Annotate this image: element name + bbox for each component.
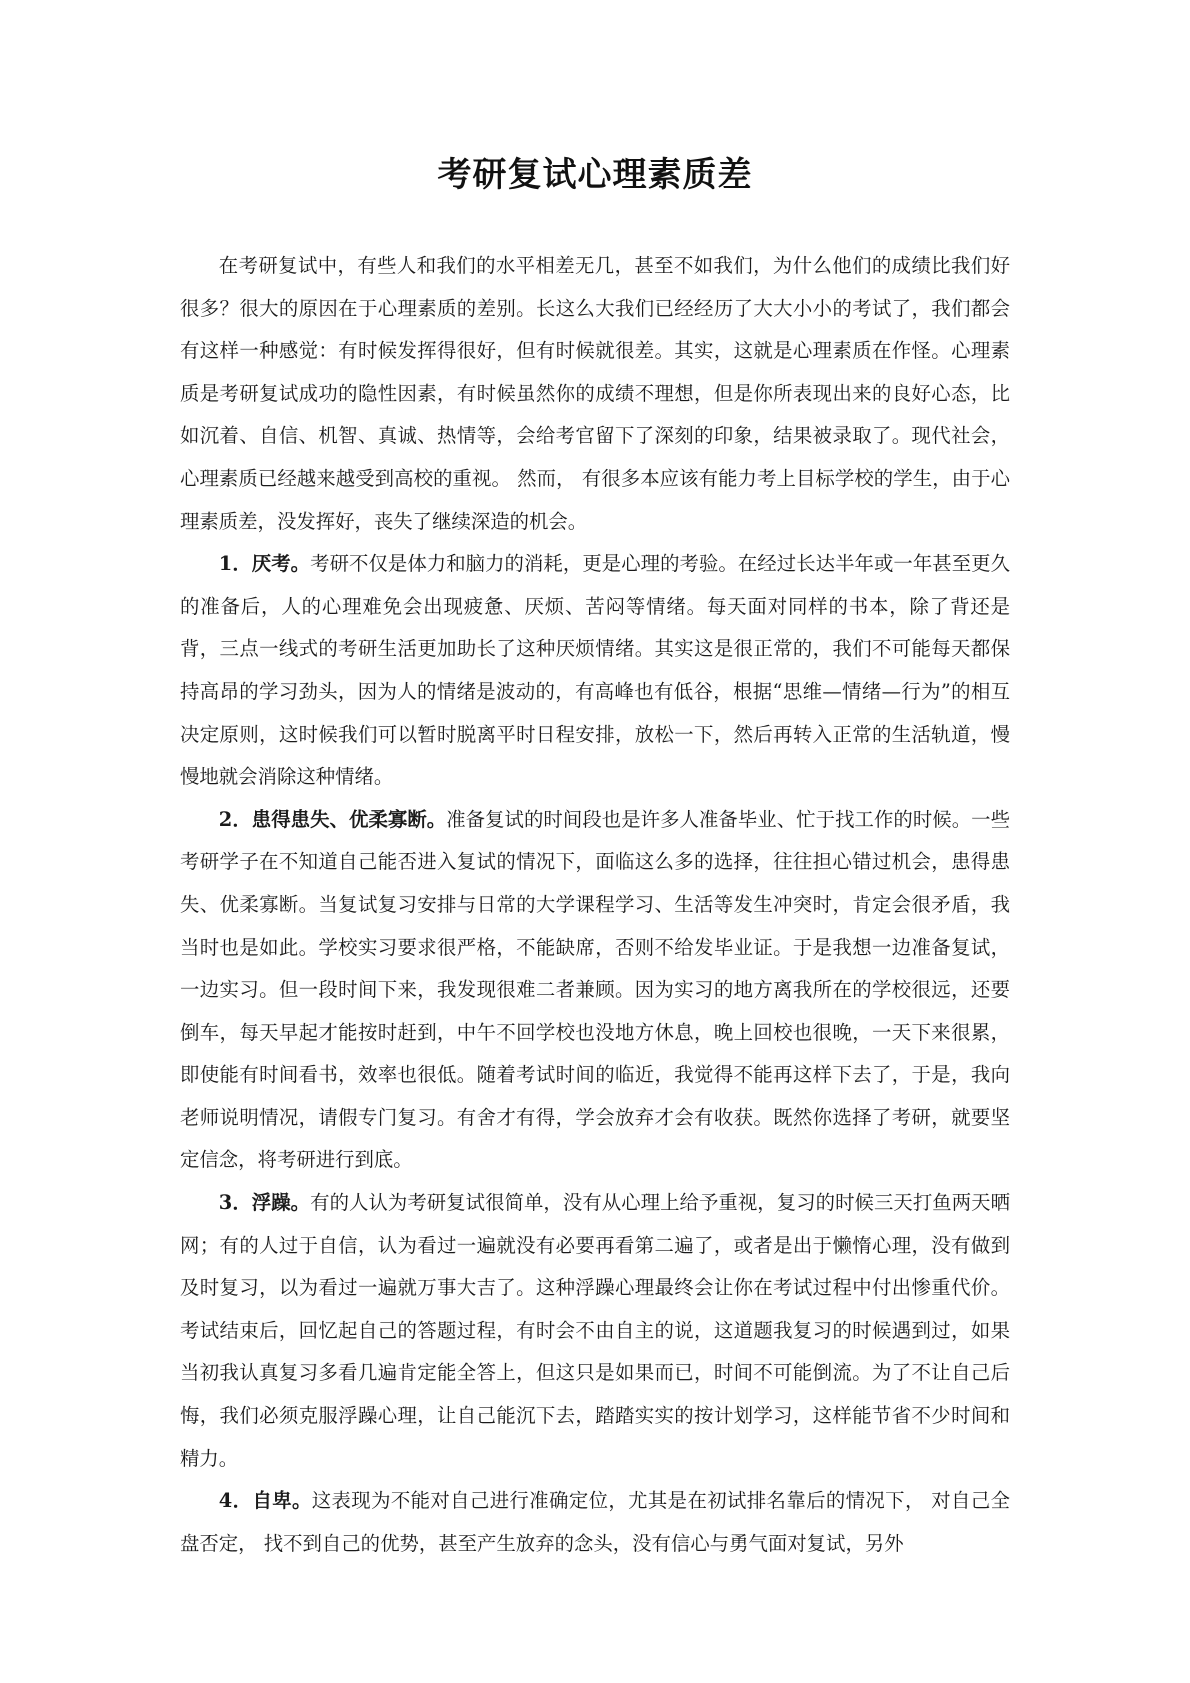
section-paragraph-1: [180, 543, 1010, 799]
section-heading-1: 1．厌考。: [218, 552, 311, 576]
intro-paragraph: 在考研复试中，有些人和我们的水平相差无几，甚至不如我们，为什么他们的成绩比我们好很多？很大的原因在于心理素质的差别。长这么大我们已经经历了大大小小的考试了，我们都会有这样一种感觉：有时候发挥得很好，但有时候就很差。其实，这就是心理素质在作怪。心理素质是考研复试成功的隐性因素，有时候虽然你的成绩不理想，但是你所表现出来的良好心态，比如沉着、自信、机智、真诚、热情等，会给考官留下了深刻的印象，结果被录取了。现代社会，心理素质已经越来越受到高校的重视。 然而， 有很多本应该有能力考上目标学校的学生，由于心理素质差，没发挥好，丧失了继续深造的机会。: [180, 254, 1010, 533]
section-paragraph-4: [180, 1480, 1010, 1565]
section-heading-3: 3．浮躁。: [218, 1191, 311, 1215]
section-text-1: 考研不仅是体力和脑力的消耗，更是心理的考验。在经过长达半年或一年甚至更久的准备后，人的心理难免会出现疲惫、厌烦、苦闷等情绪。每天面对同样的书本，除了背还是背，三点一线式的考研生活更加助长了这种厌烦情绪。其实这是很正常的，我们不可能每天都保持高昂的学习劲头，因为人的情绪是波动的，有高峰也有低谷，根据“思维—情绪—行为”的相互决定原则，这时候我们可以暂时脱离平时日程安排，放松一下，然后再转入正常的生活轨道，慢慢地就会消除这种情绪。: [180, 552, 1011, 789]
section-text-2: 准备复试的时间段也是许多人准备毕业、忙于找工作的时候。一些考研学子在不知道自己能否进入复试的情况下，面临这么多的选择，往往担心错过机会，患得患失、优柔寡断。当复试复习安排与日常的大学课程学习、生活等发生冲突时，肯定会很矛盾，我当时也是如此。学校实习要求很严格，不能缺席，否则不给发毕业证。于是我想一边准备复试，一边实习。但一段时间下来，我发现很难二者兼顾。因为实习的地方离我所在的学校很远，还要倒车，每天早起才能按时赶到，中午不回学校也没地方休息，晚上回校也很晚，一天下来很累，即使能有时间看书，效率也很低。随着考试时间的临近，我觉得不能再这样下去了，于是，我向老师说明情况，请假专门复习。有舍才有得，学会放弃才会有收获。既然你选择了考研，就要坚定信念，将考研进行到底。: [180, 807, 1011, 1172]
section-paragraph-2: [180, 799, 1010, 1182]
section-heading-4: 4．自卑。: [218, 1489, 312, 1513]
section-heading-2: 2．患得患失、优柔寡断。: [218, 807, 447, 831]
section-text-3: 有的人认为考研复试很简单，没有从心理上给予重视，复习的时候三天打鱼两天晒网；有的人过于自信，认为看过一遍就没有必要再看第二遍了，或者是出于懒惰心理，没有做到及时复习，以为看过一遍就万事大吉了。这种浮躁心理最终会让你在考试过程中付出惨重代价。考试结束后，回忆起自己的答题过程，有时会不由自主的说，这道题我复习的时候遇到过，如果当初我认真复习多看几遍肯定能全答上，但这只是如果而已，时间不可能倒流。为了不让自己后悔，我们必须克服浮躁心理，让自己能沉下去，踏踏实实的按计划学习，这样能节省不少时间和精力。: [180, 1191, 1011, 1470]
section-text-4: 这表现为不能对自己进行准确定位，尤其是在初试排名靠后的情况下， 对自己全盘否定， 找不到自己的优势，甚至产生放弃的念头，没有信心与勇气面对复试，另外: [180, 1489, 1010, 1555]
document-body: [180, 245, 1010, 1565]
section-paragraph-3: [180, 1182, 1010, 1480]
document-title: 考研复试心理素质差: [437, 155, 753, 195]
